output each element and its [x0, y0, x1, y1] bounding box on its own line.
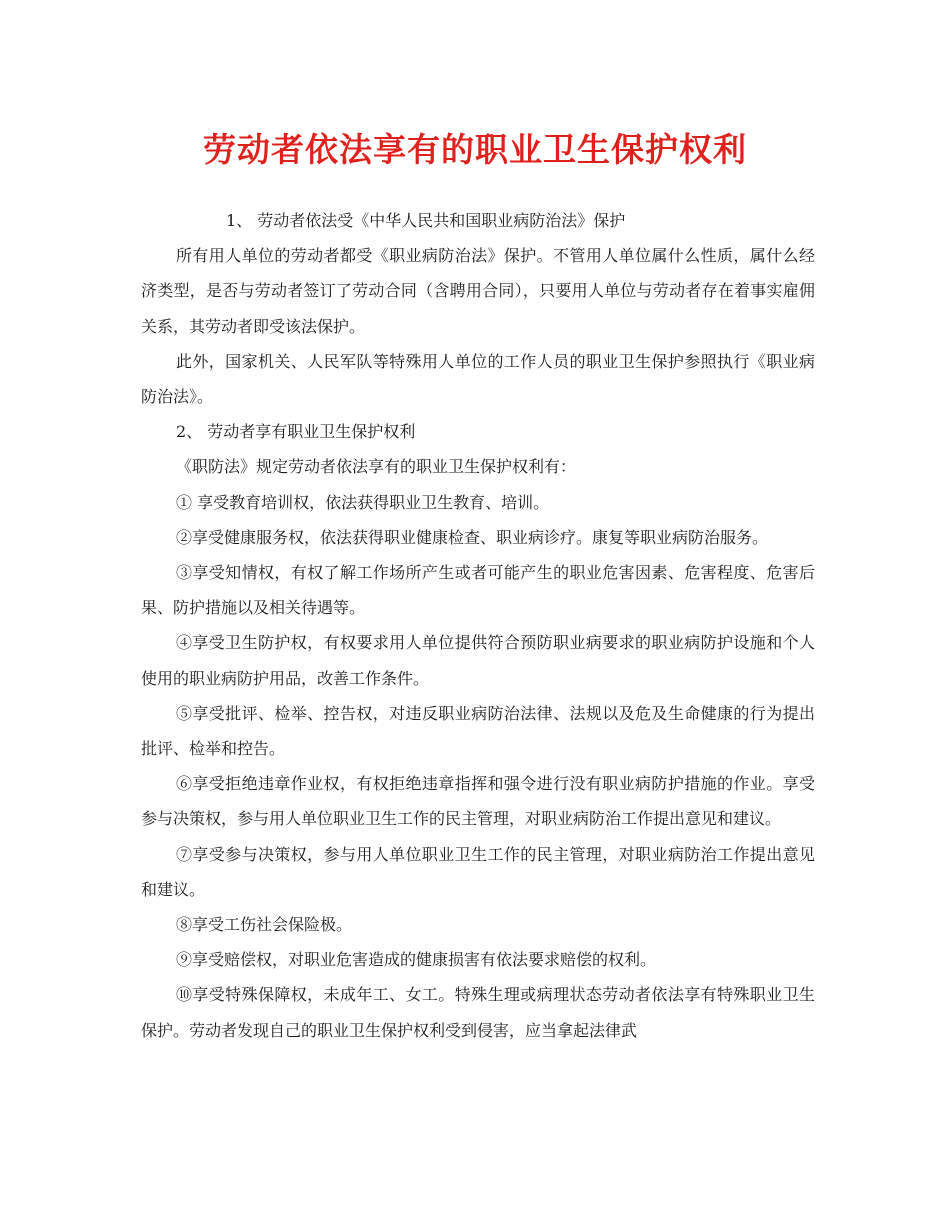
list-item: ⑧享受工伤社会保险极。: [176, 915, 353, 935]
section-heading-2: 2、 劳动者享有职业卫生保护权利: [176, 422, 416, 442]
paragraph: 《职防法》规定劳动者依法享有的职业卫生保护权利有：: [176, 457, 577, 477]
list-item: ③享受知情权，有权了解工作场所产生或者可能产生的职业危害因素、危害程度、危害后果、防护措施以及相关待遇等。: [141, 563, 815, 618]
list-item: ⑦享受参与决策权，参与用人单位职业卫生工作的民主管理，对职业病防治工作提出意见和建议。: [141, 844, 815, 899]
list-item: ⑤享受批评、检举、控告权，对违反职业病防治法律、法规以及危及生命健康的行为提出批评、检举和控告。: [141, 703, 815, 759]
document-title: 劳动者依法享有的职业卫生保护权利: [203, 130, 747, 169]
paragraph: 所有用人单位的劳动者都受《职业病防治法》保护。不管用人单位属什么性质，属什么经济类型，是否与劳动者签订了劳动合同（含聘用合同），只要用人单位与劳动者存在着事实雇佣关系，其劳动者即受该法保护。: [141, 246, 815, 336]
list-item: ⑥享受拒绝违章作业权，有权拒绝违章指挥和强令进行没有职业病防护措施的作业。享受参与决策权，参与用人单位职业卫生工作的民主管理，对职业病防治工作提出意见和建议。: [141, 774, 815, 829]
paragraph: 此外，国家机关、人民军队等特殊用人单位的工作人员的职业卫生保护参照执行《职业病防治法》。: [141, 351, 815, 407]
list-item: ④享受卫生防护权，有权要求用人单位提供符合预防职业病要求的职业病防护设施和个人使用的职业病防护用品，改善工作条件。: [141, 633, 815, 688]
list-item: ⑩享受特殊保障权，未成年工、女工。特殊生理或病理状态劳动者依法享有特殊职业卫生保护。劳动者发现自己的职业卫生保护权利受到侵害，应当拿起法律武: [141, 985, 815, 1040]
list-item: ⑨享受赔偿权，对职业危害造成的健康损害有依法要求赔偿的权利。: [176, 950, 657, 970]
section-heading-1: 1、 劳动者依法受《中华人民共和国职业病防治法》保护: [226, 211, 626, 230]
list-item: ②享受健康服务权，依法获得职业健康检查、职业病诊疗。康复等职业病防治服务。: [176, 527, 769, 547]
document-body: [141, 203, 815, 1048]
list-item: ① 享受教育培训权，依法获得职业卫生教育、培训。: [176, 492, 550, 512]
